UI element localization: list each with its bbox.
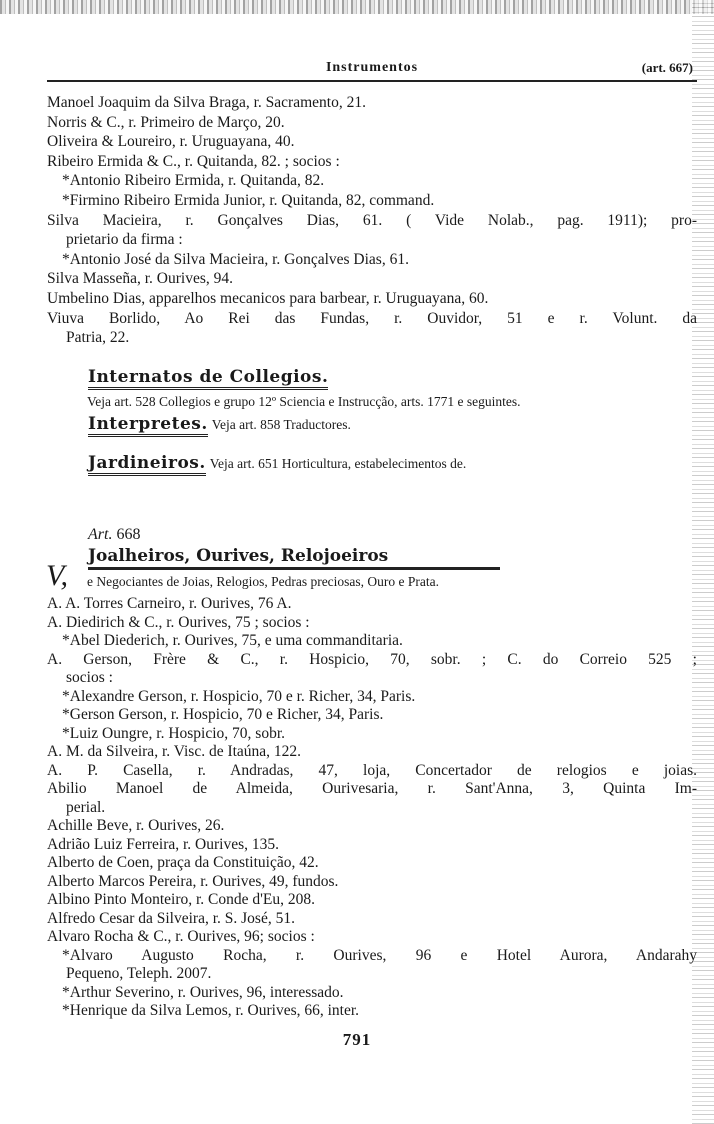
section-jardineiros: [88, 453, 466, 476]
entry-line: Manoel Joaquim da Silva Braga, r. Sacramento, 21.: [47, 94, 366, 111]
entries-joalheiros: [47, 595, 697, 1021]
entry-line: A. Diedirich & C., r. Ourives, 75 ; socios :: [47, 613, 310, 631]
section-internatos: [88, 367, 520, 410]
entry-line: *Antonio Ribeiro Ermida, r. Quitanda, 82.: [62, 172, 325, 190]
entry-line: Adrião Luiz Ferreira, r. Ourives, 135.: [47, 835, 280, 853]
entry-line: Alfredo Cesar da Silveira, r. S. José, 51.: [47, 909, 295, 927]
entry-line: Albino Pinto Monteiro, r. Conde d'Eu, 208.: [47, 891, 316, 908]
page-number: 791: [342, 1030, 372, 1049]
entry-line: Ribeiro Ermida & C., r. Quitanda, 82. ; socios :: [47, 152, 340, 170]
entry-line: Alberto de Coen, praça da Constituição, 42.: [47, 854, 319, 871]
entry-line: *Alvaro Augusto Rocha, r. Ourives, 96 e Hotel Aurora, Andarahy: [62, 946, 697, 964]
entries-instrumentos: [47, 93, 697, 348]
entry-line: *Abel Diederich, r. Ourives, 75, e uma commanditaria.: [62, 632, 403, 649]
entry-line: Norris & C., r. Primeiro de Março, 20.: [47, 113, 285, 131]
entry-line: *Henrique da Silva Lemos, r. Ourives, 66, inter.: [62, 1002, 360, 1019]
section-note: Veja art. 651 Horticultura, estabelecimentos de.: [209, 456, 467, 471]
entry-line: *Luiz Oungre, r. Hospicio, 70, sobr.: [62, 724, 286, 742]
article-subtitle: e Negociantes de Joias, Relogios, Pedras preciosas, Ouro e Prata.: [87, 574, 440, 589]
entry-line: prietario da firma :: [66, 231, 183, 249]
entry-line: A. A. Torres Carneiro, r. Ourives, 76 A.: [47, 595, 292, 612]
entry-line: Patria, 22.: [66, 329, 130, 347]
entry-line: Alvaro Rocha & C., r. Ourives, 96; socios :: [47, 928, 315, 945]
entry-line: Abilio Manoel de Almeida, Ourivesaria, r. Sant'Anna, 3, Quinta Im-: [47, 780, 697, 797]
entry-line: Umbelino Dias, apparelhos mecanicos para barbear, r. Uruguayana, 60.: [47, 289, 489, 307]
article-title: Joalheiros, Ourives, Relojoeiros: [88, 546, 500, 570]
entry-line: socios :: [66, 669, 113, 686]
entry-line: *Arthur Severino, r. Ourives, 96, interessado.: [62, 983, 344, 1001]
entry-line: A. Gerson, Frère & C., r. Hospicio, 70, sobr. ; C. do Correio 525 ;: [47, 650, 697, 668]
entry-line: Silva Masseña, r. Ourives, 94.: [47, 270, 233, 288]
entry-line: Viuva Borlido, Ao Rei das Fundas, r. Ouvidor, 51 e r. Volunt. da: [47, 309, 697, 327]
running-title: Instrumentos: [325, 60, 419, 75]
section-title: Jardineiros.: [88, 453, 206, 476]
entry-line: *Alexandre Gerson, r. Hospicio, 70 e r. Richer, 34, Paris.: [62, 687, 416, 705]
entry-line: *Gerson Gerson, r. Hospicio, 70 e Richer, 34, Paris.: [62, 706, 384, 723]
section-title: Interpretes.: [88, 414, 208, 437]
entry-line: perial.: [66, 798, 106, 816]
section-interpretes: [88, 414, 351, 437]
entry-line: Alberto Marcos Pereira, r. Ourives, 49, fundos.: [47, 872, 339, 890]
section-title: Internatos de Collegios.: [88, 367, 328, 390]
page-header: [47, 58, 697, 82]
entry-line: Silva Macieira, r. Gonçalves Dias, 61. ( Vide Nolab., pag. 1911); pro-: [47, 211, 697, 229]
article-number-value: 668: [116, 526, 141, 543]
entry-line: Pequeno, Teleph. 2007.: [66, 965, 212, 982]
article-number: [88, 526, 140, 544]
entry-line: Achille Beve, r. Ourives, 26.: [47, 817, 225, 834]
entry-line: *Firmino Ribeiro Ermida Junior, r. Quitanda, 82, command.: [62, 191, 435, 209]
article-label: Art.: [88, 526, 113, 543]
entry-line: A. P. Casella, r. Andradas, 47, loja, Concertador de relogios e joias.: [47, 761, 697, 779]
article-reference: (art. 667): [641, 60, 693, 75]
handwritten-check-mark: V,: [46, 559, 68, 592]
scan-edge-top: [0, 0, 714, 14]
section-note: Veja art. 528 Collegios e grupo 12º Sciencia e Instrucção, arts. 1771 e seguintes.: [87, 394, 521, 409]
entry-line: *Antonio José da Silva Macieira, r. Gonçalves Dias, 61.: [62, 250, 409, 268]
section-note: Veja art. 858 Traductores.: [211, 417, 351, 432]
entry-line: Oliveira & Loureiro, r. Uruguayana, 40.: [47, 133, 295, 151]
entry-line: A. M. da Silveira, r. Visc. de Itaúna, 122.: [47, 743, 302, 760]
